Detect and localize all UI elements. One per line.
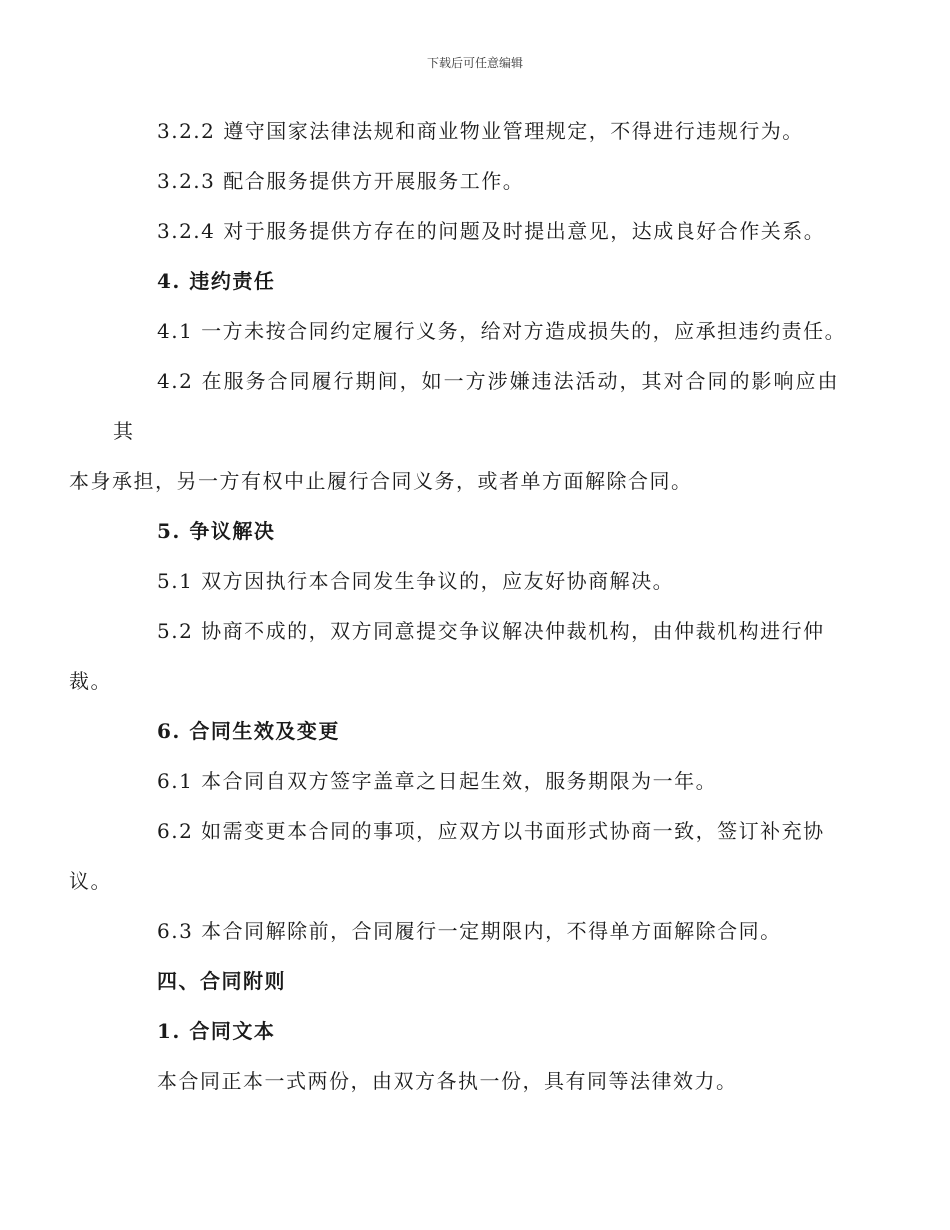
heading-breach-liability: 4. 违约责任 — [157, 269, 276, 293]
clause-5-2 — [69, 606, 839, 706]
clause-6-2 — [69, 806, 839, 906]
clause-5-1: 5.1 双方因执行本合同发生争议的，应友好协商解决。 — [157, 569, 675, 593]
heading-contract-text: 1. 合同文本 — [157, 1019, 276, 1043]
clause-4-2-line-2: 本身承担，另一方有权中止履行合同义务，或者单方面解除合同。 — [69, 469, 693, 493]
clause-6-2-line-1: 6.2 如需变更本合同的事项，应双方以书面形式协商一致，签订补充协 — [157, 819, 825, 843]
clause-contract-copies: 本合同正本一式两份，由双方各执一份，具有同等法律效力。 — [157, 1069, 738, 1093]
clause-4-1: 4.1 一方未按合同约定履行义务，给对方造成损失的，应承担违约责任。 — [157, 319, 847, 343]
clause-6-2-line-2: 议。 — [69, 869, 112, 893]
clause-4-2 — [69, 356, 839, 506]
clause-6-3: 6.3 本合同解除前，合同履行一定期限内，不得单方面解除合同。 — [157, 919, 782, 943]
clause-3-2-2: 3.2.2 遵守国家法律法规和商业物业管理规定，不得进行违规行为。 — [157, 119, 804, 143]
clause-3-2-3: 3.2.3 配合服务提供方开展服务工作。 — [157, 169, 525, 193]
clause-6-1: 6.1 本合同自双方签字盖章之日起生效，服务期限为一年。 — [157, 769, 718, 793]
heading-dispute-resolution: 5. 争议解决 — [157, 519, 276, 543]
heading-effect-and-change: 6. 合同生效及变更 — [157, 719, 340, 743]
clause-3-2-4: 3.2.4 对于服务提供方存在的问题及时提出意见，达成良好合作关系。 — [157, 219, 826, 243]
clause-5-2-line-2: 裁。 — [69, 669, 112, 693]
clause-5-2-line-1: 5.2 协商不成的，双方同意提交争议解决仲裁机构，由仲裁机构进行仲 — [157, 619, 825, 643]
document-body — [69, 106, 847, 1106]
clause-4-2-line-1: 4.2 在服务合同履行期间，如一方涉嫌违法活动，其对合同的影响应由其 — [113, 369, 839, 443]
page-header: 下载后可任意编辑 — [426, 56, 523, 70]
heading-supplementary-provisions: 四、合同附则 — [157, 969, 286, 993]
